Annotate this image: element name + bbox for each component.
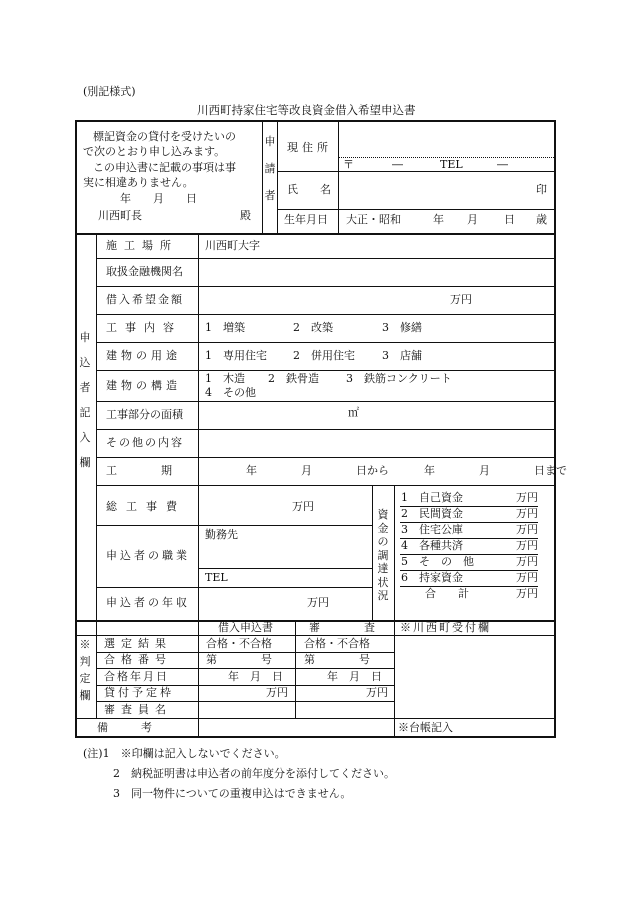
funding-item-label: 1 自己資金 (401, 491, 463, 504)
structure-option-2: 2 鉄骨造 (268, 372, 319, 385)
address-label: 現住所 (287, 141, 332, 154)
dash-2: ― (497, 158, 508, 171)
work-option-3: 3 修繕 (382, 321, 422, 334)
judgement-row-label: 貸付予定枠 (104, 686, 174, 699)
name-label: 氏 名 (287, 183, 331, 196)
income-unit: 万円 (307, 596, 329, 609)
judgement-loan-value: 合格・不合格 (206, 637, 272, 650)
income-label: 申込者の年収 (106, 596, 190, 609)
loan-unit: 万円 (450, 293, 472, 306)
entry-section-label: 申込者記入欄 (79, 331, 91, 469)
funding-item-label: 5 そ の 他 (401, 555, 474, 568)
site-label: 施工場所 (106, 239, 178, 252)
work-label: 工事内容 (106, 321, 182, 334)
area-unit: ㎡ (348, 406, 359, 419)
structure-option-4: 4 その他 (205, 386, 256, 399)
total-cost-unit: 万円 (292, 500, 314, 513)
intro-date: 年 月 日 (120, 192, 197, 205)
birth-era: 大正・昭和 (346, 213, 401, 226)
remarks-label: 備 考 (97, 721, 152, 734)
note-2: 2 納税証明書は申込者の前年度分を添付してください。 (113, 767, 395, 780)
job-tel-label: TEL (205, 571, 228, 584)
period-label: 工 期 (106, 464, 172, 477)
form-title: 川西町持家住宅等改良資金借入希望申込書 (197, 103, 416, 117)
bank-label: 取扱金融機関名 (106, 265, 183, 278)
intro-honorific: 殿 (240, 209, 251, 222)
judgement-row-label: 合格年月日 (104, 670, 169, 683)
funding-item-unit: 万円 (516, 555, 538, 568)
postal-mark: 〒 (343, 158, 354, 171)
area-label: 工事部分の面積 (106, 408, 183, 421)
birth-label: 生年月日 (284, 213, 328, 226)
funding-total-unit: 万円 (516, 587, 538, 600)
col-receipt-header: ※川西町受付欄 (400, 621, 491, 634)
judgement-review-value: 第 号 (304, 653, 370, 666)
work-option-1: 1 増築 (205, 321, 245, 334)
use-label: 建物の用途 (106, 349, 181, 362)
judgement-loan-value: 年 月 日 (228, 670, 283, 683)
workplace-label: 勤務先 (205, 528, 238, 541)
funding-item-unit: 万円 (516, 539, 538, 552)
funding-label: 資金の調達状況 (377, 508, 389, 602)
applicant-section-label: 申請者 (264, 135, 276, 202)
judgement-row-label: 審査員名 (104, 703, 172, 716)
structure-option-3: 3 鉄筋コンクリート (346, 372, 452, 385)
funding-item-label: 6 持家資金 (401, 571, 463, 584)
seal-mark: 印 (536, 183, 547, 196)
col-review-header: 審 査 (309, 621, 375, 634)
name-input[interactable] (345, 175, 525, 205)
col-loan-header: 借入申込書 (218, 621, 273, 634)
intro-line-2: で次のとおり申し込みます。 (83, 145, 226, 158)
birth-year: 年 (433, 213, 444, 226)
birth-day: 日 (504, 213, 515, 226)
loan-label: 借入希望金額 (106, 293, 184, 306)
tel-label: TEL (440, 158, 463, 171)
structure-option-1: 1 木造 (205, 372, 245, 385)
judgement-loan-value: 第 号 (206, 653, 272, 666)
form-label: (別記様式) (83, 85, 136, 98)
total-cost-label: 総工事費 (106, 500, 186, 513)
intro-line-1: 標記資金の貸付を受けたいの (93, 130, 236, 143)
intro-line-4: 実に相違ありません。 (83, 176, 194, 189)
judgement-review-value: 年 月 日 (327, 670, 382, 683)
use-option-3: 3 店舗 (382, 349, 422, 362)
intro-line-3: この申込書に記載の事項は事 (93, 161, 236, 174)
dash-1: ― (392, 158, 403, 171)
ledger-label: ※台帳記入 (398, 721, 453, 734)
funding-item-label: 3 住宅公庫 (401, 523, 463, 536)
funding-item-label: 4 各種共済 (401, 539, 463, 552)
bank-input[interactable] (205, 262, 550, 282)
structure-label: 建物の構造 (106, 379, 181, 392)
funding-item-label: 2 民間資金 (401, 507, 463, 520)
age: 歳 (536, 213, 547, 226)
other-input[interactable] (205, 433, 550, 453)
funding-item-unit: 万円 (516, 571, 538, 584)
funding-item-unit: 万円 (516, 507, 538, 520)
period-to: 年 月 日まで (424, 464, 567, 477)
site-value: 川西町大字 (205, 239, 260, 252)
funding-item-unit: 万円 (516, 491, 538, 504)
intro-addressee: 川西町長 (98, 209, 142, 222)
funding-item-unit: 万円 (516, 523, 538, 536)
judgement-row-label: 合格番号 (104, 653, 172, 666)
work-option-2: 2 改築 (293, 321, 333, 334)
judgement-row-label: 選定結果 (104, 637, 172, 650)
note-1: (注)1 ※印欄は記入しないでください。 (83, 747, 286, 760)
other-label: その他の内容 (106, 436, 184, 449)
judgement-review-value: 合格・不合格 (304, 637, 370, 650)
note-3: 3 同一物件についての重複申込はできません。 (113, 787, 352, 800)
use-option-1: 1 専用住宅 (205, 349, 267, 362)
job-label: 申込者の職業 (106, 549, 190, 562)
funding-total-label: 合 計 (425, 587, 469, 600)
judgement-review-value: 万円 (366, 686, 388, 699)
period-from: 年 月 日から (246, 464, 389, 477)
birth-month: 月 (467, 213, 478, 226)
judgement-section-label: ※判定欄 (79, 638, 91, 702)
address-input[interactable] (345, 158, 535, 170)
judgement-loan-value: 万円 (266, 686, 288, 699)
use-option-2: 2 併用住宅 (293, 349, 355, 362)
